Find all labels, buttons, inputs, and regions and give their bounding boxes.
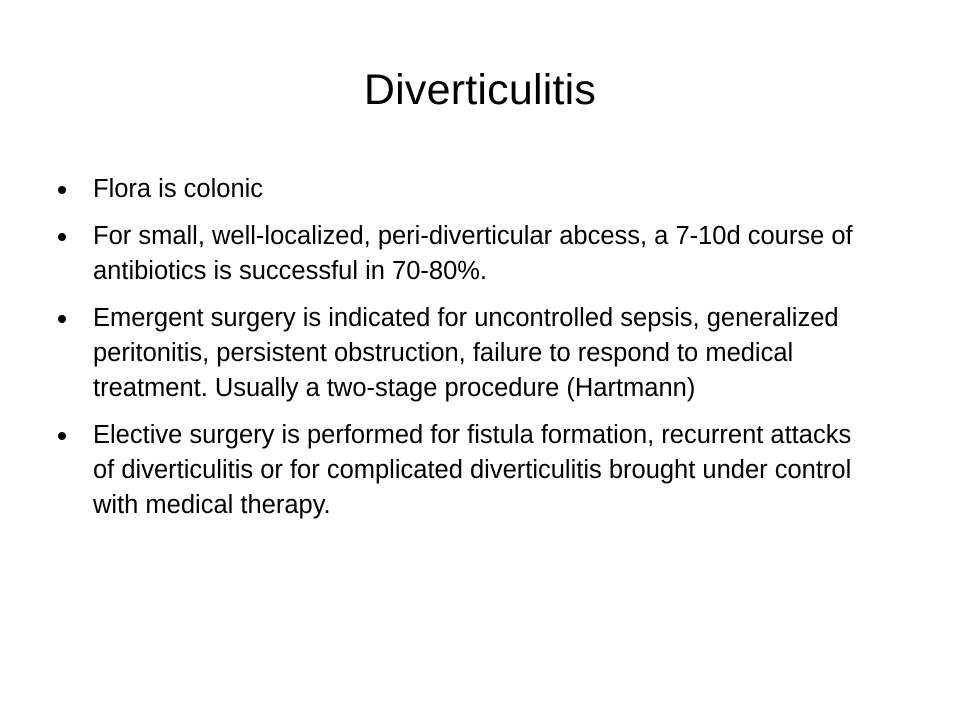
bullet-item	[58, 418, 868, 523]
bullet-text: Elective surgery is performed for fistula formation, recurrent attacks of diverticulitis or for complicated diverticulitis brought under control with medical therapy.	[93, 421, 852, 519]
slide-title: Diverticulitis	[363, 66, 597, 114]
bullet-text: Emergent surgery is indicated for uncontrolled sepsis, generalized peritonitis, persistent obstruction, failure to respond to medical treatment. Usually a two-stage procedure (Hartmann)	[93, 304, 839, 402]
bullet-dot-icon	[58, 315, 66, 323]
bullet-dot-icon	[58, 432, 66, 440]
bullet-text: For small, well-localized, peri-diverticular abcess, a 7-10d course of antibiotics is successful in 70-80%.	[93, 222, 853, 285]
bullet-dot-icon	[58, 186, 66, 194]
bullet-item	[58, 219, 868, 289]
bullet-item	[58, 301, 868, 406]
bullet-item	[58, 172, 868, 207]
bullet-dot-icon	[58, 233, 66, 241]
bullet-text: Flora is colonic	[93, 175, 264, 203]
bullet-list	[58, 172, 868, 535]
